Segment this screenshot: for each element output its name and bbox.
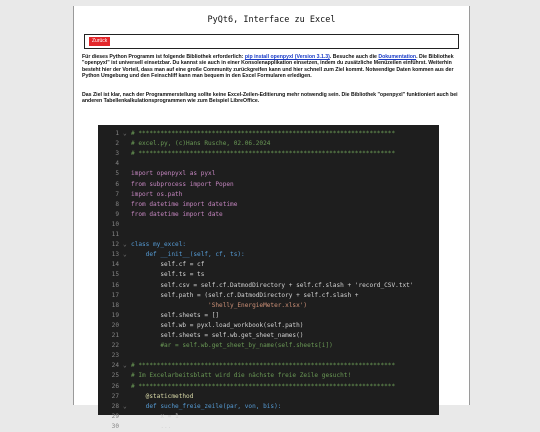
line-number: 25 (111, 372, 119, 380)
line-number: 20 (111, 321, 119, 329)
line-number: 24 (111, 362, 119, 370)
code-text: class my_excel: (131, 241, 187, 249)
code-text: import os.path (131, 190, 183, 198)
code-line (98, 371, 439, 381)
line-number: 19 (111, 311, 119, 319)
code-text: import openpyxl as pyxl (131, 170, 216, 178)
code-line (98, 291, 439, 301)
line-number: 12 (111, 241, 119, 249)
code-text: # Im Excelarbeitsblatt wird die nächste freie Zeile gesucht! (131, 372, 352, 380)
line-number: 30 (111, 422, 119, 430)
code-line (98, 139, 439, 149)
line-number: 21 (111, 332, 119, 339)
code-line (98, 270, 439, 280)
code-line (98, 190, 439, 200)
line-number: 9 (115, 210, 119, 218)
line-number: 6 (115, 180, 119, 188)
intro-paragraph-1 (82, 54, 460, 80)
code-line (98, 129, 439, 139)
code-text: self.sheets = [] (131, 311, 220, 319)
line-number: 16 (111, 281, 119, 289)
code-line (98, 169, 439, 179)
code-line (98, 361, 439, 371)
code-text: from datetime import date (131, 210, 223, 218)
back-button[interactable]: Zurück (89, 37, 110, 46)
code-line (98, 341, 439, 351)
code-line (98, 301, 439, 311)
fold-chevron-icon[interactable]: ⌄ (123, 402, 127, 410)
code-line (98, 210, 439, 220)
line-number: 15 (111, 271, 119, 279)
code-text: # ********************************************************************** (131, 150, 396, 158)
line-number: 17 (111, 291, 119, 299)
code-line (98, 331, 439, 341)
fold-chevron-icon[interactable]: ⌄ (123, 130, 127, 137)
line-number: 27 (111, 392, 119, 400)
code-line (98, 281, 439, 291)
code-text: self.path = (self.cf.DatmodDirectory + self.cf.slash + (131, 291, 359, 299)
code-text: ... (131, 422, 172, 430)
code-text: 'Shelly_EnergieMeter.xlsx') (131, 301, 308, 309)
code-text: self.cf = cf (131, 261, 205, 269)
code-line (98, 180, 439, 190)
line-number: 14 (111, 261, 119, 269)
line-number: 18 (111, 301, 119, 309)
code-text: #ar = self.wb.get_sheet_by_name(self.sheets[i]) (131, 342, 333, 350)
line-number: 26 (111, 382, 119, 390)
line-number: 11 (111, 231, 119, 238)
code-text: # excel.py, (c)Hans Rusche, 02.06.2024 (131, 140, 271, 148)
code-text: def __init__(self, cf, ts): (131, 251, 245, 259)
line-number: 5 (115, 170, 119, 178)
code-text: self.ts = ts (131, 271, 205, 279)
code-line (98, 250, 439, 260)
openpyxl-install-link[interactable]: pip install openpyxl (Version 3.1.3) (244, 54, 330, 60)
code-line (98, 240, 439, 250)
documentation-link[interactable]: Dokumentation (378, 54, 417, 60)
fold-chevron-icon[interactable]: ⌄ (123, 362, 127, 370)
line-number: 10 (111, 220, 119, 228)
code-text: self.csv = self.cf.DatmodDirectory + self.cf.slash + 'record_CSV.txt' (131, 281, 414, 289)
code-line (98, 351, 439, 361)
code-block (98, 125, 439, 430)
code-line (98, 311, 439, 321)
code-text: # ********************************************************************** (131, 362, 396, 370)
code-text: @staticmethod (131, 392, 194, 400)
line-number: 4 (115, 160, 119, 168)
code-line (98, 220, 439, 230)
intro-text-a: Für dieses Python Programm ist folgende Bibliothek erforderlich: (82, 54, 245, 60)
line-number: 23 (111, 352, 119, 360)
line-number: 28 (111, 402, 119, 410)
code-line (98, 412, 439, 422)
page-content (73, 6, 470, 430)
line-number: 22 (111, 342, 119, 350)
code-line (98, 200, 439, 210)
button-bar (84, 34, 459, 49)
code-line (98, 392, 439, 402)
line-number: 13 (111, 251, 119, 259)
line-number: 8 (115, 200, 119, 208)
code-line (98, 260, 439, 270)
code-line (98, 422, 439, 432)
code-text: from datetime import datetime (131, 200, 238, 208)
code-text: self.wb = pyxl.load_workbook(self.path) (131, 321, 304, 329)
code-text: from subprocess import Popen (131, 180, 234, 188)
intro-text-b: . Besuche auch die (329, 54, 379, 60)
fold-chevron-icon[interactable]: ⌄ (123, 251, 127, 259)
line-number: 29 (111, 412, 119, 420)
line-number: 7 (115, 190, 119, 198)
line-number: 2 (115, 140, 119, 148)
code-line (98, 402, 439, 412)
code-text: def suche_freie_zeile(par, von, bis): (131, 402, 282, 410)
code-line (98, 321, 439, 331)
code-text: # ********************************************************************** (131, 130, 396, 137)
intro-text-c: . Die Bibliothek "openpyxl" ist universell einsetzbar. Du kannst sie auch in einer Konsolenapplikation einsetzen, indem du zusätzliche Menüzeilen einführst. Weiterhin besteht hier der Vorteil, dass man auf eine große Community zurückgreifen kann und hier schnell zum Ziel kommt. Notwendige Daten kommen aus der Python Umgebung und den Feinschliff kann man bequem in den Excel Formularen erledigen. (82, 54, 454, 80)
page-title: PyQt6, Interface zu Excel (207, 15, 336, 25)
code-text: self.sheets = self.wb.get_sheet_names() (131, 332, 304, 339)
code-line (98, 159, 439, 169)
code-line (98, 230, 439, 240)
code-line (98, 382, 439, 392)
code-line (98, 149, 439, 159)
code-text: # ********************************************************************** (131, 382, 396, 390)
line-number: 3 (115, 150, 119, 158)
code-text: x = 1 (131, 412, 179, 420)
fold-chevron-icon[interactable]: ⌄ (123, 241, 127, 249)
line-number: 1 (115, 130, 119, 137)
intro-paragraph-2: Das Ziel ist klar, nach der Programmerstellung sollte keine Excel-Zeilen-Editierung mehr notwendig sein. Die Bibliothek "openpyxl" funktioniert auch bei anderen Tabellenkalkulationsprogrammen wie zum Beispiel LibreOffice. (82, 92, 458, 105)
